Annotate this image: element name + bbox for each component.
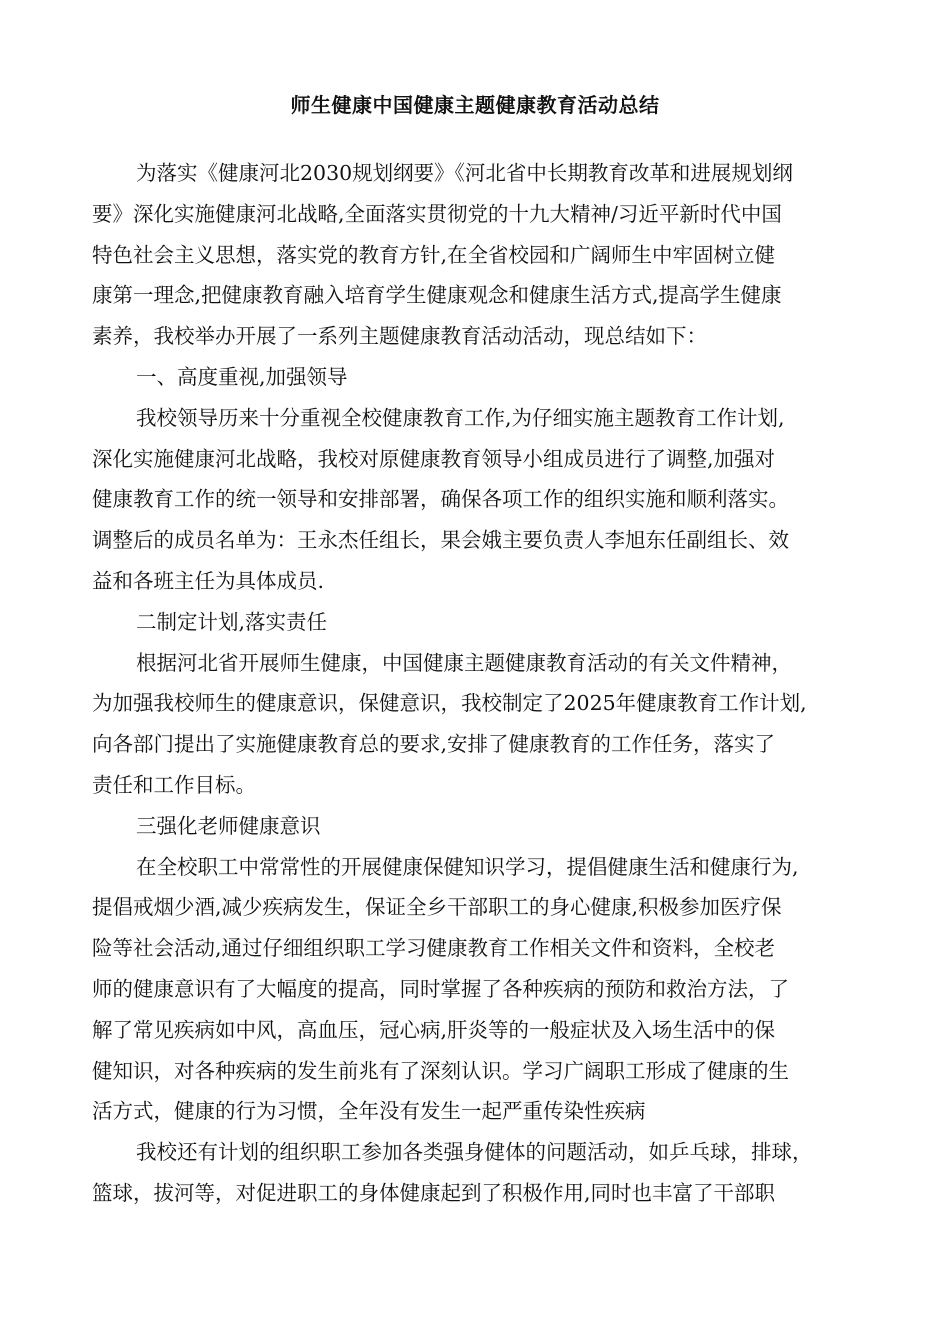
text-line: 为加强我校师生的健康意识，保健意识，我校制定了2025年健康教育工作计划, bbox=[92, 691, 807, 716]
text-line: 师的健康意识有了大幅度的提高，同时掌握了各种疾病的预防和救治方法，了 bbox=[92, 976, 789, 1001]
text-line: 我校领导历来十分重视全校健康教育工作,为仔细实施主题教育工作计划, bbox=[136, 405, 785, 430]
text-line: 我校还有计划的组织职工参加各类强身健体的问题活动，如乒乓球，排球， bbox=[136, 1140, 813, 1165]
text-line: 一、高度重视,加强领导 bbox=[136, 364, 348, 389]
text-line: 益和各班主任为具体成员. bbox=[92, 568, 325, 593]
text-line: 健康教育工作的统一领导和安排部署，确保各项工作的组织实施和顺利落实。 bbox=[92, 487, 789, 512]
text-line: 篮球，拔河等，对促进职工的身体健康起到了积极作用,同时也丰富了干部职 bbox=[92, 1180, 776, 1205]
text-line: 康第一理念,把健康教育融入培育学生健康观念和健康生活方式,提高学生健康 bbox=[92, 283, 782, 308]
document-body bbox=[92, 153, 882, 1214]
text-line: 三强化老师健康意识 bbox=[136, 813, 321, 838]
text-line: 素养，我校举办开展了一系列主题健康教育活动活动，现总结如下： bbox=[92, 324, 707, 349]
text-line: 为落实《健康河北2030规划纲要》《河北省中长期教育改革和进展规划纲 bbox=[136, 161, 793, 185]
text-line: 要》深化实施健康河北战略,全面落实贯彻党的十九大精神/习近平新时代中国 bbox=[92, 201, 782, 226]
document-title: 师生健康中国健康主题健康教育活动总结 bbox=[290, 93, 660, 117]
text-line: 提倡戒烟少酒,减少疾病发生，保证全乡干部职工的身心健康,积极参加医疗保 bbox=[92, 895, 782, 920]
text-line: 向各部门提出了实施健康教育总的要求,安排了健康教育的工作任务，落实了 bbox=[92, 732, 776, 757]
text-line: 根据河北省开展师生健康，中国健康主题健康教育活动的有关文件精神， bbox=[136, 650, 792, 675]
text-line: 解了常见疾病如中风，高血压，冠心病,肝炎等的一般症状及入场生活中的保 bbox=[92, 1017, 776, 1042]
text-line: 险等社会活动,通过仔细组织职工学习健康教育工作相关文件和资料，全校老 bbox=[92, 936, 776, 961]
text-line: 活方式，健康的行为习惯，全年没有发生一起严重传染性疾病 bbox=[92, 1099, 646, 1124]
text-line: 深化实施健康河北战略，我校对原健康教育领导小组成员进行了调整,加强对 bbox=[92, 446, 776, 471]
text-line: 特色社会主义思想，落实党的教育方针,在全省校园和广阔师生中牢固树立健 bbox=[92, 242, 776, 267]
text-line: 健知识，对各种疾病的发生前兆有了深刻认识。学习广阔职工形成了健康的生 bbox=[92, 1058, 789, 1083]
text-line: 责任和工作目标。 bbox=[92, 772, 256, 797]
text-line: 调整后的成员名单为：王永杰任组长，果会娥主要负责人李旭东任副组长、效 bbox=[92, 528, 789, 553]
text-line: 二制定计划,落实责任 bbox=[136, 609, 328, 634]
text-line: 在全校职工中常常性的开展健康保健知识学习，提倡健康生活和健康行为, bbox=[136, 854, 799, 879]
